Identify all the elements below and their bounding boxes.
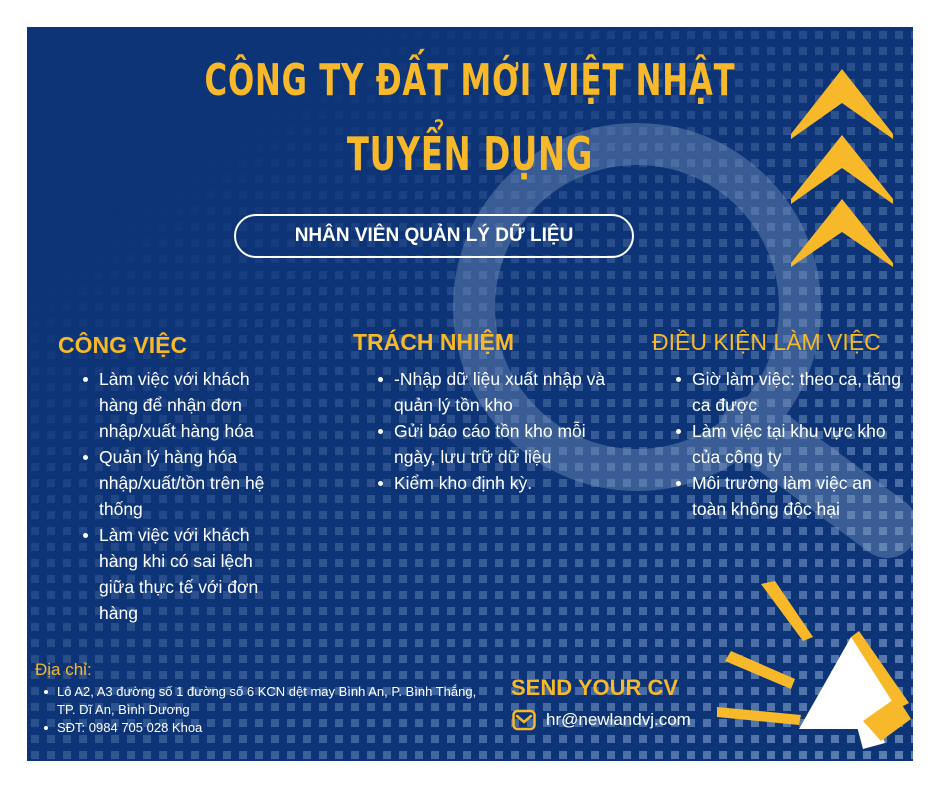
position-title: NHÂN VIÊN QUẢN LÝ DỮ LIỆU: [294, 225, 574, 246]
recruitment-title: TUYỂN DỤNG: [346, 127, 594, 181]
column-heading-responsibilities: TRÁCH NHIỆM: [353, 329, 514, 355]
list-item: Lô A2, A3 đường số 1 đường số 6 KCN dệt may Bình An, P. Bình Thắng, TP. Dĩ An, Bình Dương: [57, 684, 477, 717]
jobs-list: [77, 366, 289, 626]
email-link[interactable]: hr@newlandvj.com: [546, 710, 691, 729]
position-badge: [234, 214, 634, 258]
column-heading-jobs: CÔNG VIỆC: [58, 332, 188, 358]
conditions-list: [670, 366, 902, 522]
list-item: Làm việc với khách hàng để nhận đơn nhập/xuất hàng hóa: [99, 366, 289, 444]
responsibilities-list: [372, 366, 609, 496]
list-item: Quản lý hàng hóa nhập/xuất/tồn trên hệ thống: [99, 444, 289, 522]
list-item: Làm việc tại khu vực kho của công ty: [692, 418, 902, 470]
address-list: [37, 683, 477, 737]
list-item: Môi trường làm việc an toàn không độc hại: [692, 470, 902, 522]
address-label: Địa chỉ:: [35, 660, 92, 679]
megaphone-icon: [713, 579, 913, 761]
list-item: Gửi báo cáo tồn kho mỗi ngày, lưu trữ dữ liệu: [394, 418, 609, 470]
company-name: CÔNG TY ĐẤT MỚI VIỆT NHẬT: [204, 55, 736, 106]
list-item: -Nhập dữ liệu xuất nhập và quản lý tồn kho: [394, 366, 609, 418]
send-cv-heading: SEND YOUR CV: [511, 675, 679, 700]
recruitment-poster: [27, 27, 913, 761]
mail-icon: [512, 709, 536, 731]
list-item: Làm việc với khách hàng khi có sai lệch giữa thực tế với đơn hàng: [99, 522, 289, 626]
list-item: Kiểm kho định kỳ.: [394, 470, 609, 496]
list-item: Giờ làm việc: theo ca, tăng ca được: [692, 366, 902, 418]
column-heading-conditions: ĐIỀU KIỆN LÀM VIỆC: [652, 329, 881, 355]
list-item: SĐT: 0984 705 028 Khoa: [57, 719, 477, 737]
